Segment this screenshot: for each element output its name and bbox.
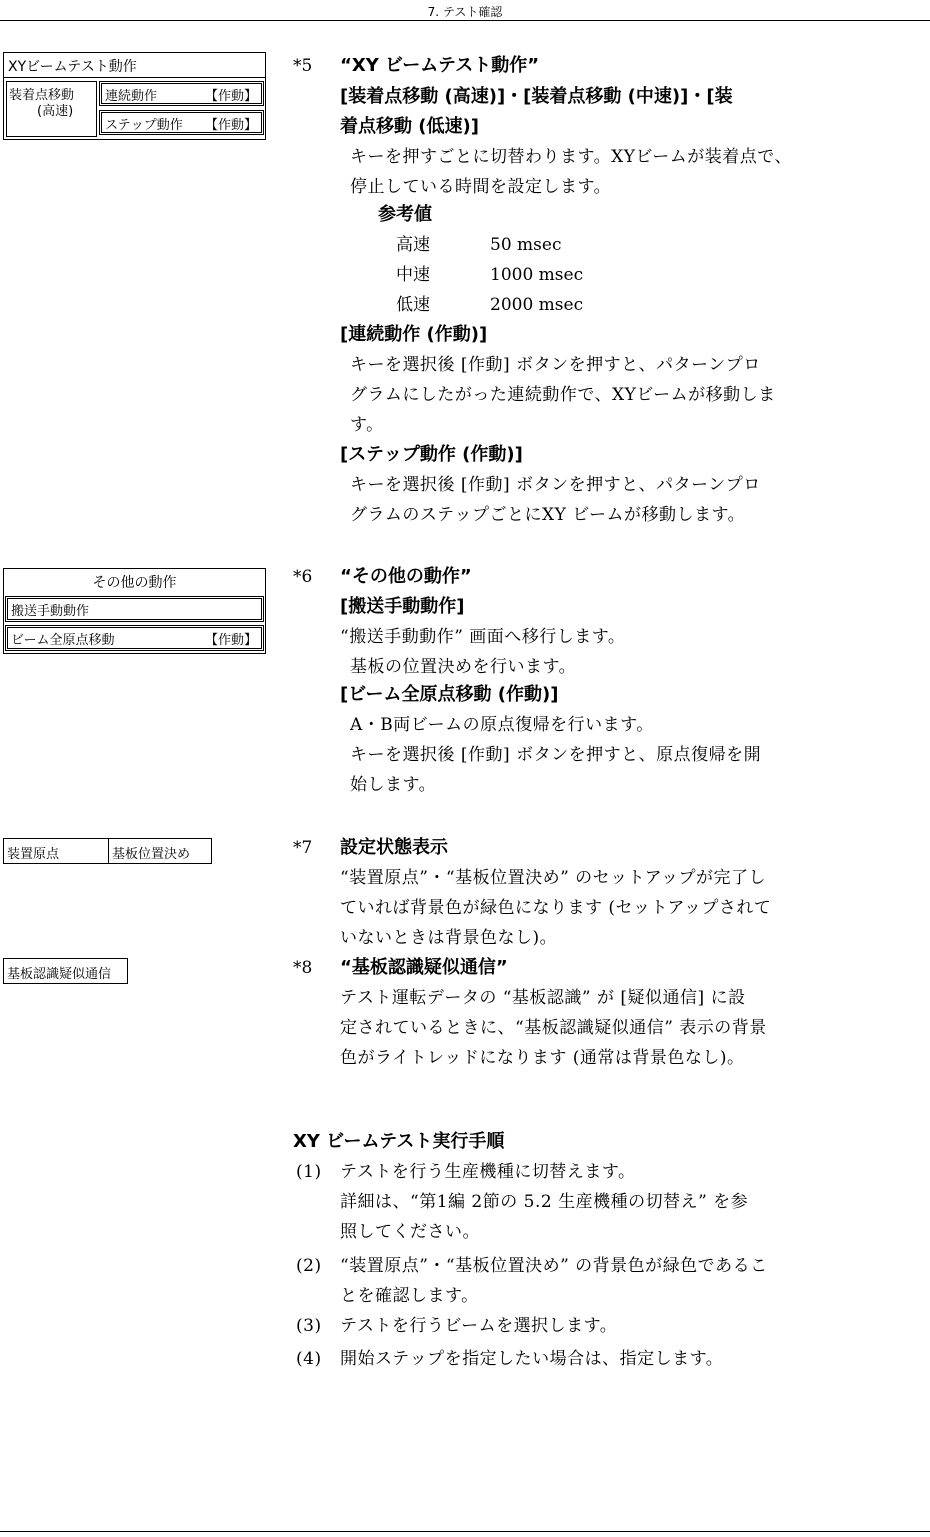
procedure-step-1-line-1: テストを行う生産機種に切替えます。 [340,1162,636,1182]
section-8-line-3: 色がライトレッドになります (通常は背景色なし)。 [340,1048,745,1068]
manual-transport-label: 搬送手動動作 [11,604,90,619]
reference-values-title: 参考値 [378,204,432,225]
section-8-line-1: テスト運転データの “基板認識” が [疑似通信] に設 [340,988,746,1008]
pseudo-comm-label: 基板認識疑似通信 [7,967,112,982]
reference-label-low: 低速 [396,295,430,315]
other-panel-title: その他の動作 [92,575,177,591]
section-6-subtitle-2: [ビーム全原点移動 (作動)] [340,684,559,705]
procedure-step-2-number: (2) [296,1256,322,1276]
xy-panel-title: XYビームテスト動作 [8,59,137,75]
reference-value-low: 2000 msec [490,295,584,315]
section-5-subtitle-1b: 着点移動 (低速)] [340,116,479,137]
beam-origin-button[interactable] [5,625,264,651]
procedure-step-2-line-2: とを確認します。 [340,1286,479,1306]
procedure-step-4-number: (4) [296,1349,322,1369]
page-header-title: 7. テスト確認 [427,5,503,19]
section-5-desc-2a: キーを選択後 [作動] ボタンを押すと、パターンプロ [350,355,761,375]
section-6-desc-2c: 始します。 [350,775,437,795]
section-6-title: “その他の動作” [340,566,472,587]
manual-transport-button[interactable] [5,596,264,622]
section-7-number: *7 [293,838,313,858]
section-6-subtitle-1: [搬送手動動作] [340,596,465,617]
section-5-desc-2c: す。 [350,415,384,435]
status-positioning-label: 基板位置決め [112,847,191,862]
section-5-desc-3a: キーを選択後 [作動] ボタンを押すと、パターンプロ [350,475,761,495]
procedure-step-4-line-1: 開始ステップを指定したい場合は、指定します。 [340,1349,724,1369]
section-6-desc-2a: A・B両ビームの原点復帰を行います。 [350,715,654,735]
step-action-button[interactable] [99,110,264,135]
section-5-subtitle-3: [ステップ動作 (作動)] [340,444,523,465]
procedure-step-1-number: (1) [296,1162,322,1182]
section-5-number: *5 [293,56,313,76]
pseudo-comm-indicator [3,958,128,984]
section-6-desc-1b: 基板の位置決めを行います。 [350,657,577,677]
status-origin-indicator [3,838,109,864]
section-5-desc-1a: キーを押すごとに切替わります。XYビームが装着点で、 [350,147,792,167]
step-action-activate: 【作動】 [204,118,257,133]
procedure-step-2-line-1: “装置原点”・“基板位置決め” の背景色が緑色であるこ [340,1256,768,1276]
step-action-label: ステップ動作 [105,118,183,133]
section-8-line-2: 定されているときに、“基板認識疑似通信” 表示の背景 [340,1018,767,1038]
xy-panel-divider [3,77,266,78]
continuous-action-activate: 【作動】 [204,89,257,104]
reference-label-mid: 中速 [396,265,430,285]
section-8-title: “基板認識疑似通信” [340,957,508,978]
mount-point-move-button[interactable] [6,81,97,137]
section-7-title: 設定状態表示 [340,837,448,858]
section-8-number: *8 [293,958,313,978]
beam-origin-label: ビーム全原点移動 [11,633,115,648]
section-7-line-2: ていれば背景色が緑色になります (セットアップされて [340,898,772,918]
section-6-number: *6 [293,567,313,587]
beam-origin-activate: 【作動】 [204,633,257,648]
section-6-desc-1a: “搬送手動動作” 画面へ移行します。 [340,627,626,647]
section-7-line-3: いないときは背景色なし)。 [340,928,558,948]
procedure-step-1-line-2: 詳細は、“第1編 2節の 5.2 生産機種の切替え” を参 [340,1192,749,1212]
section-5-subtitle-2: [連続動作 (作動)] [340,324,488,345]
mount-point-move-label: 装着点移動 [9,88,75,103]
procedure-step-3-number: (3) [296,1316,322,1336]
procedure-title: XY ビームテスト実行手順 [293,1131,505,1152]
status-positioning-indicator [108,838,212,864]
procedure-step-3-line-1: テストを行うビームを選択します。 [340,1316,618,1336]
header-rule [0,20,930,21]
section-5-desc-3b: グラムのステップごとにXY ビームが移動します。 [350,505,746,525]
reference-value-high: 50 msec [490,235,562,255]
mount-point-speed-label: (高速) [37,104,74,119]
section-5-title: “XY ビームテスト動作” [340,55,540,76]
section-5-desc-1b: 停止している時間を設定します。 [350,177,612,197]
procedure-step-1-line-3: 照してください。 [340,1222,480,1242]
section-5-desc-2b: グラムにしたがった連続動作で、XYビームが移動しま [350,385,776,405]
footer-rule [0,1531,930,1532]
reference-value-mid: 1000 msec [490,265,584,285]
continuous-action-button[interactable] [99,81,264,106]
section-5-subtitle-1a: [装着点移動 (高速)]・[装着点移動 (中速)]・[装 [340,86,733,107]
status-origin-label: 装置原点 [7,847,60,862]
section-6-desc-2b: キーを選択後 [作動] ボタンを押すと、原点復帰を開 [350,745,762,765]
reference-label-high: 高速 [396,235,430,255]
continuous-action-label: 連続動作 [105,89,158,104]
section-7-line-1: “装置原点”・“基板位置決め” のセットアップが完了し [340,868,766,888]
